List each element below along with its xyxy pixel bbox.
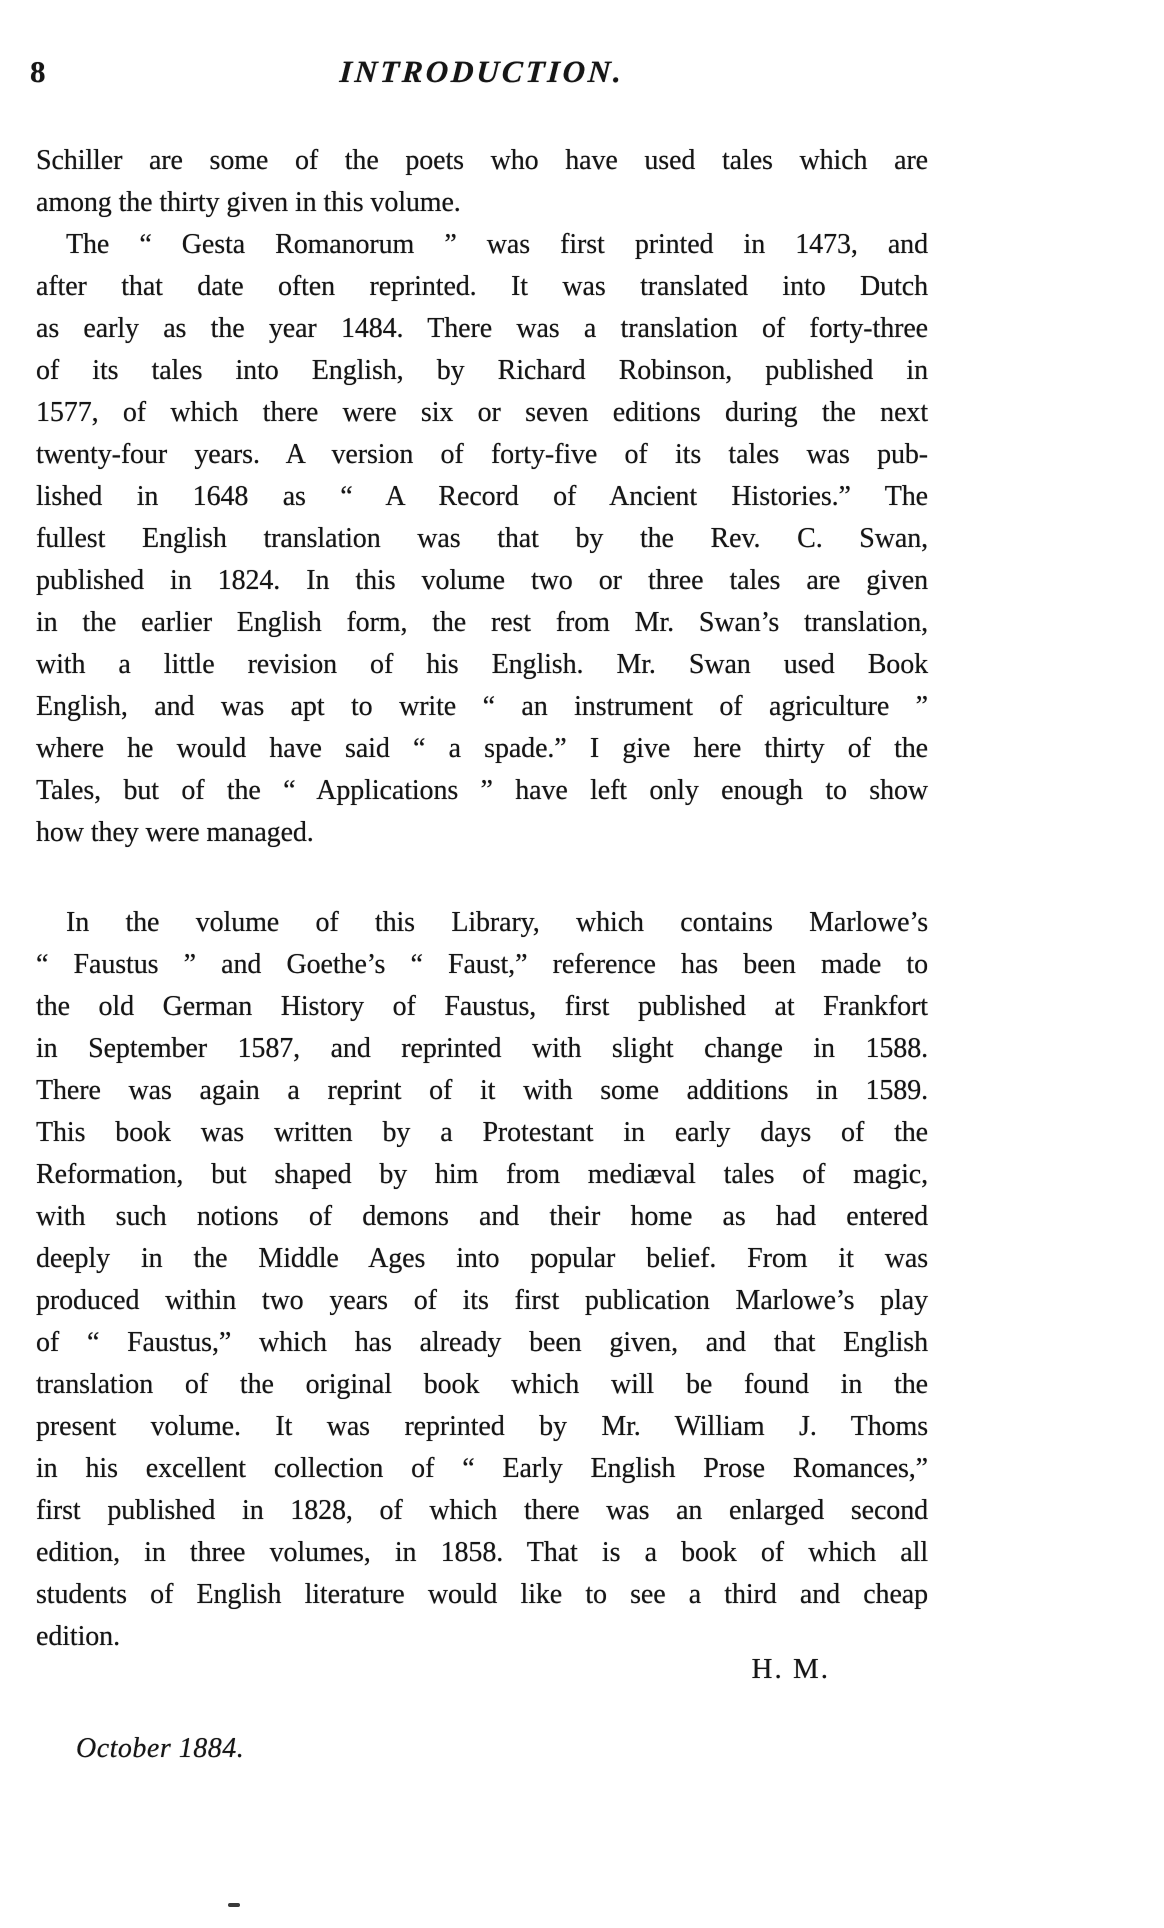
text-line: first published in 1828, of which there was an enlarged second <box>36 1495 928 1526</box>
text-line: English, and was apt to write “ an instrument of agriculture ” <box>36 691 928 722</box>
text-line: the old German History of Faustus, first published at Frankfort <box>36 991 928 1022</box>
text-line: Tales, but of the “ Applications ” have left only enough to show <box>36 775 928 806</box>
page-number: 8 <box>30 54 47 89</box>
paragraph <box>36 902 928 1658</box>
text-line: “ Faustus ” and Goethe’s “ Faust,” reference has been made to <box>36 949 928 980</box>
scan-artifact-mark <box>228 1903 240 1907</box>
text-line: of its tales into English, by Richard Robinson, published in <box>36 355 928 386</box>
page-header <box>30 54 928 96</box>
text-line: There was again a reprint of it with some additions in 1589. <box>36 1075 928 1106</box>
text-line: 1577, of which there were six or seven editions during the next <box>36 397 928 428</box>
text-line: edition, in three volumes, in 1858. That is a book of which all <box>36 1537 928 1568</box>
author-initials: H. M. <box>751 1653 830 1685</box>
text-line: after that date often reprinted. It was translated into Dutch <box>36 271 928 302</box>
text-line: as early as the year 1484. There was a translation of forty-three <box>36 313 928 344</box>
page-content <box>30 54 928 1770</box>
page-body <box>36 140 928 1658</box>
text-line: how they were managed. <box>36 817 314 848</box>
text-line: where he would have said “ a spade.” I give here thirty of the <box>36 733 928 764</box>
text-line: In the volume of this Library, which contains Marlowe’s <box>66 907 928 938</box>
text-line: Reformation, but shaped by him from mediæval tales of magic, <box>36 1159 928 1190</box>
text-line: produced within two years of its first publication Marlowe’s play <box>36 1285 928 1316</box>
paragraph <box>36 140 928 224</box>
running-title: INTRODUCTION. <box>338 54 626 89</box>
text-line: of “ Faustus,” which has already been given, and that English <box>36 1327 928 1358</box>
text-line: The “ Gesta Romanorum ” was first printed in 1473, and <box>66 229 928 260</box>
text-line: with a little revision of his English. Mr. Swan used Book <box>36 649 928 680</box>
text-line: fullest English translation was that by the Rev. C. Swan, <box>36 523 928 554</box>
paragraph <box>36 224 928 854</box>
text-line: in September 1587, and reprinted with slight change in 1588. <box>36 1033 928 1064</box>
text-line: published in 1824. In this volume two or three tales are given <box>36 565 928 596</box>
text-line: Schiller are some of the poets who have used tales which are <box>36 145 928 176</box>
text-line: in the earlier English form, the rest from Mr. Swan’s translation, <box>36 607 928 638</box>
text-line: translation of the original book which will be found in the <box>36 1369 928 1400</box>
date-line: October 1884. <box>76 1733 245 1764</box>
text-line: in his excellent collection of “ Early English Prose Romances,” <box>36 1453 928 1484</box>
text-line: students of English literature would like to see a third and cheap <box>36 1579 928 1610</box>
text-line: present volume. It was reprinted by Mr. William J. Thoms <box>36 1411 928 1442</box>
text-line: lished in 1648 as “ A Record of Ancient Histories.” The <box>36 481 928 512</box>
text-line: edition. <box>36 1621 120 1652</box>
text-line: with such notions of demons and their home as had entered <box>36 1201 928 1232</box>
text-line: among the thirty given in this volume. <box>36 187 461 218</box>
text-line: deeply in the Middle Ages into popular belief. From it was <box>36 1243 928 1274</box>
text-line: twenty-four years. A version of forty-five of its tales was pub- <box>36 439 928 470</box>
text-line: This book was written by a Protestant in early days of the <box>36 1117 928 1148</box>
